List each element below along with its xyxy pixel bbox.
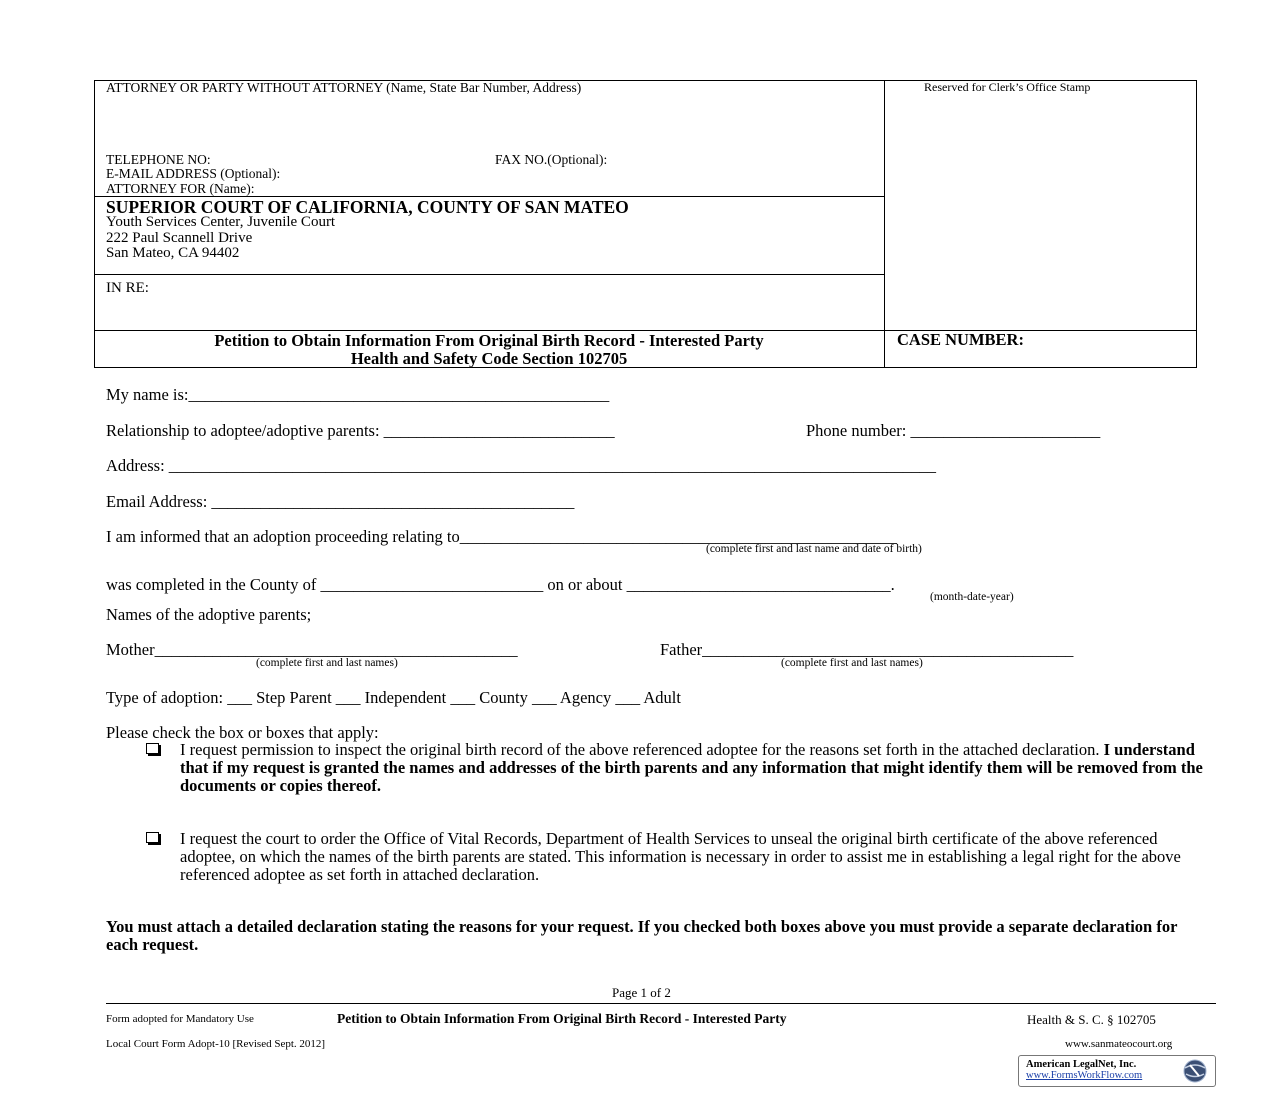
logo-company-name: American LegalNet, Inc. xyxy=(1026,1059,1137,1070)
footer-rule xyxy=(106,1003,1216,1004)
page-number: Page 1 of 2 xyxy=(612,985,671,1000)
form-title: Petition to Obtain Information From Original Birth Record - Interested Party xyxy=(214,331,764,350)
phone-field[interactable]: Phone number: _______________________ xyxy=(806,421,1101,440)
attorney-for-label: ATTORNEY FOR (Name): xyxy=(106,181,255,196)
option-inspect-bold: I understand that if my request is granted the names and addresses of the birth parents and any information that might identify them will be removed from the documents or copies thereof. xyxy=(180,740,1203,795)
adoptee-field[interactable]: I am informed that an adoption proceeding relating to_____________________________________________________ xyxy=(106,527,897,546)
caption-divider xyxy=(884,80,885,368)
option-inspect-normal: I request permission to inspect the original birth record of the above referenced adoptee for the reasons set forth in the attached declaration. xyxy=(180,740,1104,759)
option-unseal-text: I request the court to order the Office of Vital Records, Department of Health Services to unseal the original birth certificate of the above referenced adoptee, on which the names of the birth parents are stated. This information is necessary in order to assist me in establishing a legal right for the above referenced adoptee as set forth in attached declaration. xyxy=(180,829,1181,884)
court-name: SUPERIOR COURT OF CALIFORNIA, COUNTY OF SAN MATEO xyxy=(106,197,629,217)
telephone-label: TELEPHONE NO: xyxy=(106,152,211,167)
code-section: Health & S. C. § 102705 xyxy=(1027,1012,1156,1027)
footer-title: Petition to Obtain Information From Original Birth Record - Interested Party xyxy=(337,1011,787,1026)
my-name-field[interactable]: My name is:___________________________________________________ xyxy=(106,385,610,404)
globe-icon xyxy=(1179,1058,1211,1084)
county-date-field[interactable]: was completed in the County of ___________________________ on or about ________________________________. xyxy=(106,575,895,594)
address-field[interactable]: Address: _____________________________________________________________________________________________ xyxy=(106,456,937,475)
relationship-field[interactable]: Relationship to adoptee/adoptive parents: ____________________________ xyxy=(106,421,615,440)
mandatory-use-label: Form adopted for Mandatory Use xyxy=(106,1013,254,1025)
legalnet-logo xyxy=(1018,1055,1216,1087)
court-website: www.sanmateocourt.org xyxy=(1065,1038,1173,1050)
checkbox-inspect[interactable] xyxy=(146,743,159,754)
adoptive-parents-label: Names of the adoptive parents; xyxy=(106,605,312,624)
fax-label: FAX NO.(Optional): xyxy=(495,152,608,167)
court-address-2: 222 Paul Scannell Drive xyxy=(106,230,253,246)
option-inspect-text xyxy=(180,741,1210,795)
mother-field[interactable]: Mother____________________________________________ xyxy=(106,640,518,659)
mother-hint: (complete first and last names) xyxy=(256,657,398,669)
form-subtitle: Health and Safety Code Section 102705 xyxy=(350,349,628,368)
local-form-number: Local Court Form Adopt-10 [Revised Sept. 2012] xyxy=(106,1038,326,1050)
case-number-label: CASE NUMBER: xyxy=(897,330,1024,349)
logo-url[interactable]: www.FormsWorkFlow.com xyxy=(1026,1070,1143,1081)
email-field[interactable]: Email Address: ____________________________________________ xyxy=(106,492,575,511)
father-hint: (complete first and last names) xyxy=(781,657,923,669)
father-field[interactable]: Father_____________________________________________ xyxy=(660,640,1074,659)
court-address-1: Youth Services Center, Juvenile Court xyxy=(106,214,336,230)
declaration-notice: You must attach a detailed declaration stating the reasons for your request. If you checked both boxes above you must provide a separate declaration for each request. xyxy=(106,917,1178,954)
checkbox-unseal[interactable] xyxy=(146,832,159,843)
court-address-3: San Mateo, CA 94402 xyxy=(106,245,240,261)
clerk-stamp-label: Reserved for Clerk’s Office Stamp xyxy=(924,80,1091,94)
adoption-type-field[interactable]: Type of adoption: ___ Step Parent ___ Independent ___ County ___ Agency ___ Adult xyxy=(106,688,681,707)
in-re-label: IN RE: xyxy=(106,280,149,296)
attorney-label: ATTORNEY OR PARTY WITHOUT ATTORNEY (Name, State Bar Number, Address) xyxy=(106,80,582,95)
check-intro: Please check the box or boxes that apply: xyxy=(106,723,379,742)
rule-court xyxy=(94,274,884,275)
adoptee-hint: (complete first and last name and date of birth) xyxy=(706,543,922,555)
email-label: E-MAIL ADDRESS (Optional): xyxy=(106,166,281,181)
date-hint: (month-date-year) xyxy=(930,591,1014,603)
